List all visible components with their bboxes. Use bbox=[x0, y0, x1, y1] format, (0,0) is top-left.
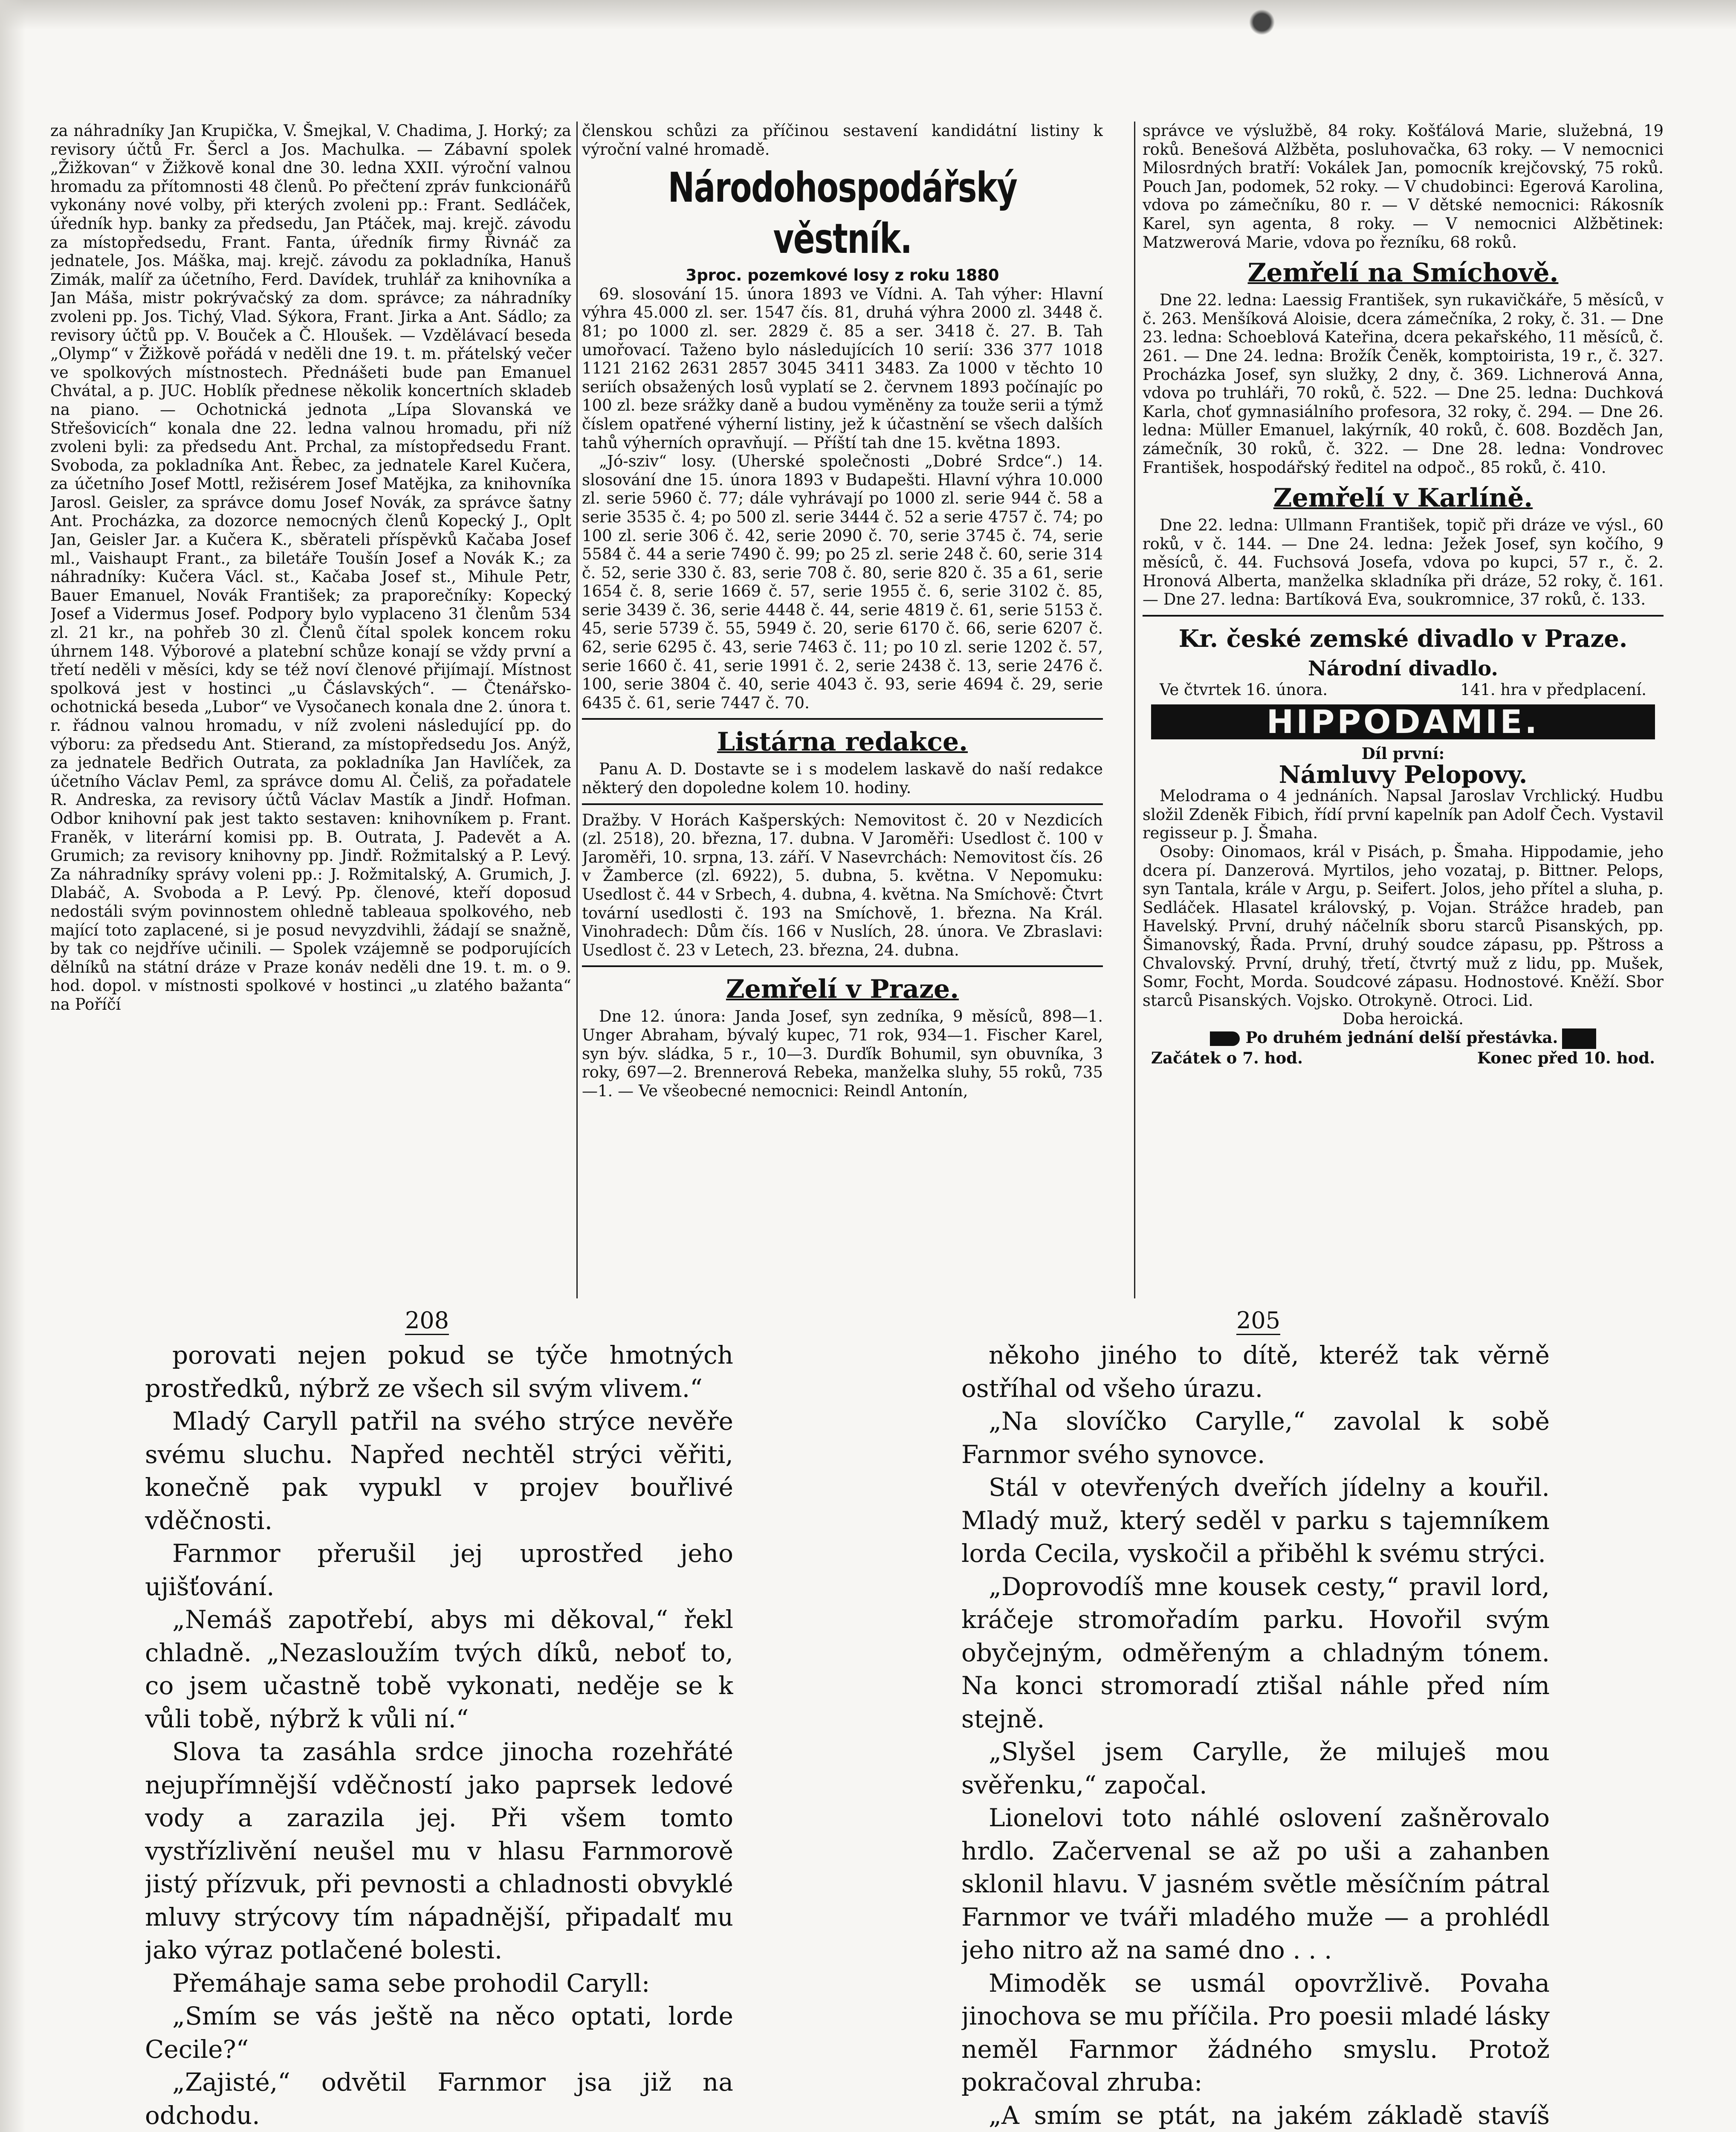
play-cast: Osoby: Oinomaos, král v Pisách, p. Šmaha. Hippodamie, jeho dcera pí. Danzerová. Myrtilos, jeho vozataj, p. Bittner. Pelops, syn Tantala, krále v Argu, p. Seifert. Jolos, jeho přítel a sluha, p. Sedláček. Hlasatel královský, p. Vojan. Strážce hradeb, pan Havelský. První, druhý náčelník sboru starců Pisanských, pp. Šimanovský, Řada. První, druhý soudce zápasu, pp. Pštross a Chvalovský. První, druhý, třetí, čtvrtý muž z lidu, pp. Mušek, Somr, Focht, Morda. Soudcové zápasu. Hodnostové. Kněží. Sbor starců Pisanských. Vojsko. Otrokyně. Otroci. Lid. bbox=[1143, 843, 1664, 1010]
national-theatre-label: Národní divadlo. bbox=[1308, 657, 1499, 681]
newspaper-column-1 bbox=[50, 122, 571, 1307]
performance-date: Ve čtvrtek 16. února. bbox=[1160, 681, 1328, 699]
josziv-lottery-text: „Jó-sziv“ losy. (Uherské společnosti „Dobré Srdce“.) 14. slosování dne 15. února 1893 v Budapešti. Hlavní výhra 10.000 zl. serie 5960 č. 77; dále vyhrávají po 1000 zl. serie 944 č. 58 a serie 3535 č. 4; po 500 zl. serie 3444 č. 52 a serie 4757 č. 74; po 100 zl. serie 306 č. 42, serie 2090 č. 70, serie 3745 č. 74, serie 5584 č. 44 a serie 7490 č. 99; po 25 zl. serie 248 č. 60, serie 314 č. 52, serie 330 č. 83, serie 708 č. 80, serie 820 č. 35 a 61, serie 1654 č. 8, serie 1669 č. 57, serie 1955 č. 6, serie 3102 č. 85, serie 3439 č. 36, serie 4448 č. 44, serie 4819 č. 61, serie 5153 č. 45, serie 5739 č. 55, 5949 č. 20, serie 6170 č. 66, serie 6207 č. 62, serie 6295 č. 43, serie 7463 č. 11; po 10 zl. serie 1202 č. 57, serie 1660 č. 41, serie 1991 č. 2, serie 2438 č. 13, serie 2476 č. 100, serie 3804 č. 40, serie 4043 č. 93, serie 4694 č. 29, serie 6435 č. 61, serie 7447 č. 70. bbox=[582, 452, 1103, 712]
editor-mailbox-text: Panu A. D. Dostavte se i s modelem laskavě do naší redakce některý den dopoledne kolem 10. hodiny. bbox=[582, 760, 1103, 797]
play-description: Melodrama o 4 jednáních. Napsal Jaroslav Vrchlický. Hudbu složil Zdeněk Fibich, řídí první kapelník pan Adolf Čech. Vystavil regisseur p. J. Šmaha. bbox=[1143, 787, 1664, 843]
novel-paragraph: Mladý Caryll patřil na svého strýce nevěře svému sluchu. Napřed nechtěl strýci věřiti, konečně pak vypukl v projev bouřlivé vděčnosti. bbox=[145, 1407, 733, 1535]
part-label: Díl první: bbox=[1361, 744, 1445, 763]
divider bbox=[1143, 615, 1664, 617]
novel-paragraph: „Nemáš zapotřebí, abys mi děkoval,“ řekl chladně. „Nezasloužím tvých díků, neboť to, co jsem učastně tobě vykonati, neděje se k vůli tobě, nýbrž k vůli ní.“ bbox=[145, 1605, 733, 1733]
novel-paragraph: Farnmor přerušil jej uprostřed jeho ujišťování. bbox=[145, 1539, 733, 1601]
novel-paragraph: „Smím se vás ještě na něco optati, lorde Cecile?“ bbox=[145, 2002, 733, 2064]
deaths-prague-heading: Zemřelí v Praze. bbox=[726, 974, 959, 1005]
deaths-karlin-text: Dne 22. ledna: Ullmann František, topič při dráze ve výsl., 60 roků, v č. 144. — Dne 24. ledna: Ježek Josef, syn kočího, 9 měsíců, č. 44. Fuchsová Josefa, vdova po kupci, 57 r., č. 2. Hronová Alberta, manželka skladníka při dráze, 52 roky, č. 161. — Dne 27. ledna: Bartíková Eva, soukromnice, 37 roků, č. 133. bbox=[1143, 516, 1664, 609]
page-number-right-text: 205 bbox=[1236, 1307, 1280, 1335]
show-times-row bbox=[1143, 1049, 1664, 1068]
page-number-left-text: 208 bbox=[405, 1307, 449, 1335]
column-intro: členskou schůzi za příčinou sestavení kandidátní listiny k výroční valné hromadě. bbox=[582, 122, 1103, 159]
binding-clip-icon bbox=[1249, 9, 1275, 43]
intermission-note bbox=[1143, 1028, 1664, 1049]
play-subtitle: Námluvy Pelopovy. bbox=[1279, 761, 1528, 789]
deaths-smichov-heading: Zemřelí na Smíchově. bbox=[1247, 258, 1559, 288]
divider bbox=[582, 718, 1103, 720]
novel-paragraph: Slova ta zasáhla srdce jinocha rozehřáté nejupřímnější vděčností jako paprsek ledové vody a zarazila jej. Při všem tomto vystřízlivění neušel mu v hlasu Farnmorově jistý přízvuk, při pevnosti a chladnosti obvyklé mluvy strýcovy tím nápadnější, připadalť mu jako výraz potlačené bolesti. bbox=[145, 1737, 733, 1964]
divider bbox=[582, 965, 1103, 967]
newspaper-column-2 bbox=[582, 122, 1103, 1307]
column-divider bbox=[576, 122, 578, 1298]
play-title: HIPPODAMIE. bbox=[1151, 704, 1655, 739]
novel-paragraph: Přemáhaje sama sebe prohodil Caryll: bbox=[172, 1968, 650, 1998]
deaths-prague-text: Dne 12. února: Janda Josef, syn zedníka, 9 měsíců, 898—1. Unger Abraham, bývalý kupec, 71 rok, 934—1. Fischer Karel, syn býv. sládka, 5 r., 10—3. Durďík Bohumil, syn obuvníka, 3 roky, 697—2. Brennerová Rebeka, manželka sluhy, 55 roků, 735—1. — Ve všeobecné nemocnici: Reindl Antonín, bbox=[582, 1007, 1103, 1100]
page-number-left bbox=[405, 1307, 449, 1334]
auctions-text: Dražby. V Horách Kašperských: Nemovitost č. 20 v Nezdicích (zl. 2518), 20. března, 17. dubna. V Jaroměři: Usedlost č. 100 v Jaroměři, 10. srpna, 13. září. V Nasevrchách: Nemovitost čís. 26 v Žamberce (zl. 6922), 5. dubna, 5. května. V Nepomuku: Usedlost č. 44 v Srbech, 4. dubna, 4. května. Na Smíchově: Čtvrt tovární usedlosti č. 193 na Smíchově, 1. března. Na Král. Vinohradech: Dům čís. 166 v Nuslích, 28. února. Ve Zbraslavi: Usedlost č. 23 v Letech, 23. března, 24. dubna. bbox=[582, 811, 1103, 959]
novel-paragraph: „Slyšel jsem Carylle, že miluješ mou svěřenku,“ započal. bbox=[961, 1737, 1550, 1799]
novel-paragraph: „Na slovíčko Carylle,“ zavolal k sobě Farnmor svého synovce. bbox=[961, 1407, 1550, 1469]
pointing-hand-icon bbox=[1210, 1031, 1240, 1046]
scan-shadow-left bbox=[0, 0, 26, 2132]
page-number-right bbox=[1236, 1307, 1280, 1334]
play-era: Doba heroická. bbox=[1343, 1010, 1464, 1028]
start-time: Začátek o 7. hod. bbox=[1151, 1049, 1303, 1068]
performance-date-row bbox=[1143, 681, 1664, 699]
scan-shadow-top bbox=[0, 0, 1736, 30]
lottery-heading: 3proc. pozemkové losy z roku 1880 bbox=[686, 266, 999, 285]
association-news: za náhradníky Jan Krupička, V. Šmejkal, V. Chadima, J. Horký; za revisory účtů Fr. Šercl a Jos. Machulka. — Zábavní spolek „Žižkovan“ v Žižkově konal dne 30. ledna XXII. výroční valnou hromadu za přítomnosti 48 členů. Po přečtení zpráv funkcionářů vykonány nové volby, při kterých zvoleni pp.: Frant. Sedláček, úředník hyp. banky za předsedu, Jan Ptáček, maj. krejč. závodu za místopředsedu, Frant. Fanta, úředník firmy Řivnáč za jednatele, Jos. Máška, maj. krejč. závodu za pokladníka, Hanuš Zimák, malíř za účetního, Ferd. Davídek, truhlář za knihovníka a Jan Máša, mistr pokrývačský za dom. správce; za náhradníky zvoleni pp. Jos. Tichý, Vlad. Sýkora, Frant. Jirka a Ant. Sádlo; za revisory účtů pp. V. Bouček a Č. Hloušek. — Vzdělávací beseda „Olymp“ v Žižkově pořádá v neděli dne 19. t. m. přátelský večer ve spolkových místnostech. Přednášeti bude pan Emanuel Chvátal, a p. JUC. Hoblík přednese několik koncertních skladeb na piano. — Ochotnická jednota „Lípa Slovanská ve Střešovicích“ konala dne 22. ledna valnou hromadu, při níž zvoleni byli: za předsedu Ant. Prchal, za místopředsedu Frant. Svoboda, za pokladníka Ant. Řebec, za jednatele Karel Kučera, za účetního Josef Mottl, režisérem Josef Matějka, za knihovníka Jarosl. Geisler, za správce domu Josef Novák, za správce šatny Ant. Procházka, za dozorce nemocných členů Kopecký J., Oplt Jan, Geisler Jar. a Kučera K., sběrateli příspěvků Kačaba Josef ml., Vaishaupt Frant., za biletáře Toušín Josef a Novák K.; za náhradníky: Kučera Václ. st., Kačaba Josef st., Mihule Petr, Bauer Emanuel, Novák František; za praporečníky: Kopecký Josef a Vidermus Josef. Podpory bylo vyplaceno 31 členům 534 zl. 21 kr., na pohřeb 30 zl. Členů čítal spolek koncem roku úhrnem 148. Výborové a platební schůze konají se vždy první a třetí neděli v měsíci, kdy se též noví členové přijímají. Místnost spolková jest v hostinci „u Čáslavských“. — Čtenářsko-ochotnická beseda „Lubor“ ve Vysočanech konala dne 2. února t. r. řádnou valnou hromadu, v níž zvoleni následující pp. do výboru: za předsedu Ant. Stierand, za místopředsedu Jos. Anýž, za jednatele Bedřich Outrata, za pokladníka Jan Havlíček, za účetního Václav Peml, za správce domu Al. Čeliš, za pořadatele R. Andreska, za revisory účtů Václav Mastík a Jindř. Hofman. Odbor knihovní pak jest takto sestaven: knihovníkem p. Frant. Franěk, v literární komisi pp. B. Outrata, J. Padevět a A. Grumich; za revisory knihovny pp. Jindř. Rožmitalský a P. Levý. Za náhradníky správy voleni pp.: J. Rožmitalský, A. Grumich, J. Dlabáč, A. Svoboda a P. Levý. Pp. členové, kteří doposud nedostáli svým povinnostem ohledně tableaua spolkového, neb mající toto zaplacené, si je posud nevyzdvihli, žádají se snažně, by tak co nejdříve učinili. — Spolek vzájemně se podporujících dělníků na státní dráze v Praze konáv neděli dne 19. t. m. o 9. hod. dopol. v místnosti spolkové v hostinci „u zlatého bažanta“ na Poříčí bbox=[50, 122, 571, 1014]
section-title-economics: Národohospodářský věstník. bbox=[668, 164, 1017, 263]
novel-paragraph: Stál v otevřených dveřích jídelny a kouřil. Mladý muž, který seděl v parku s tajemníkem lorda Cecila, vyskočil a přiběhl k svému strýci. bbox=[961, 1473, 1550, 1568]
newspaper-column-3 bbox=[1143, 122, 1664, 1307]
editor-mailbox-heading: Listárna redakce. bbox=[717, 727, 968, 757]
deaths-karlin-heading: Zemřelí v Karlíně. bbox=[1273, 483, 1533, 513]
divider bbox=[582, 803, 1103, 805]
novel-paragraph: „Doprovodíš mne kousek cesty,“ pravil lord, kráčeje stromořadím parku. Hovořil svým obyčejným, odměřeným a chladným tónem. Na konci stromoradí ztišal náhle před ním stejně. bbox=[961, 1572, 1550, 1733]
novel-paragraph: někoho jiného to dítě, kteréž tak věrně ostříhal od všeho úrazu. bbox=[961, 1341, 1550, 1403]
deaths-smichov-text: Dne 22. ledna: Laessig František, syn rukavičkáře, 5 měsíců, v č. 263. Menšíková Aloisie, dcera zámečníka, 2 roky, č. 31. — Dne 23. ledna: Schoeblová Kateřina, dcera pekařského, 11 měsíců, č. 261. — Dne 24. ledna: Brožík Čeněk, komptoirista, 19 r., č. 327. Procházka Josef, syn služky, 2 dny, č. 369. Lichnerová Anna, vdova po truhláři, 70 roků, č. 522. — Dne 25. ledna: Duchková Karla, choť gymnasiálního profesora, 32 roky, č. 294. — Dne 26. ledna: Müller Emanuel, lakýrník, 40 roků, č. 608. Bozděch Jan, zámečník, 30 roků, č. 322. — Dne 28. ledna: Vondrovec František, hospodářský ředitel na odpoč., 85 roků, č. 410. bbox=[1143, 291, 1664, 477]
novel-page-left bbox=[145, 1339, 733, 2132]
novel-paragraph: Mimoděk se usmál opovržlivě. Povaha jinochova se mu příčila. Pro poesii mladé lásky neměl Farnmor žádného smyslu. Protož pokračoval zhruba: bbox=[961, 1968, 1550, 2097]
end-time: Konec před 10. hod. bbox=[1477, 1049, 1655, 1068]
ink-block-icon bbox=[1562, 1028, 1596, 1049]
novel-paragraph: „A smím se ptát, na jakém základě stavíš bbox=[989, 2100, 1550, 2130]
intermission-text: Po druhém jednání delší přestávka. bbox=[1245, 1028, 1558, 1047]
novel-page-right bbox=[961, 1339, 1550, 2132]
lottery-text: 69. slosování 15. února 1893 ve Vídni. A. Tah výher: Hlavní výhra 45.000 zl. ser. 1547 čís. 81, druhá výhra 2000 zl. 3448 č. 81; po 1000 zl. ser. 2829 č. 85 a ser. 3418 č. 27. B. Tah umořovací. Taženo bylo následujících 10 serií: 336 377 1018 1121 2162 2631 2857 3045 3411 3483. Za 1000 v těchto 10 seriích obsažených losů vyplatí se 2. červnem 1893 počínajíc po 100 zl. beze srážky daně a budou vyměněny za touže serii a týmž číslem opatřené výherní listiny, jež k účastnění se všech dalších tahů výherních opravňují. — Příští tah dne 15. května 1893. bbox=[582, 284, 1103, 452]
theatre-heading: Kr. české zemské divadlo v Praze. bbox=[1178, 625, 1628, 653]
novel-paragraph: „Zajisté,“ odvětil Farnmor jsa již na odchodu. bbox=[145, 2068, 733, 2130]
column-divider bbox=[1134, 122, 1135, 1298]
subscription-number: 141. hra v předplacení. bbox=[1460, 681, 1646, 699]
novel-paragraph: porovati nejen pokud se týče hmotných prostředků, nýbrž ze všech sil svým vlivem.“ bbox=[145, 1341, 733, 1403]
deaths-continued-text: správce ve výslužbě, 84 roky. Košťálová Marie, služebná, 19 roků. Benešová Alžběta, posluhovačka, 63 roky. — V nemocnici Milosrdných bratří: Vokálek Jan, pomocník krejčovský, 75 roků. Pouch Jan, podomek, 52 roky. — V chudobinci: Egerová Karolina, vdova po zámečníku, 80 r. — V dětské nemocnici: Rákosník Karel, syn agenta, 8 roky. — V nemocnici Alžbětinek: Matzwerová Marie, vdova po řezníku, 68 roků. bbox=[1143, 122, 1664, 252]
novel-paragraph: Lionelovi toto náhlé oslovení zašněrovalo hrdlo. Začervenal se až po uši a zahanben sklonil hlavu. V jasném světle měsíčním pátral Farnmor ve tváři mladého muže — a prohlédl jeho nitro až na samé dno . . . bbox=[961, 1803, 1550, 1964]
